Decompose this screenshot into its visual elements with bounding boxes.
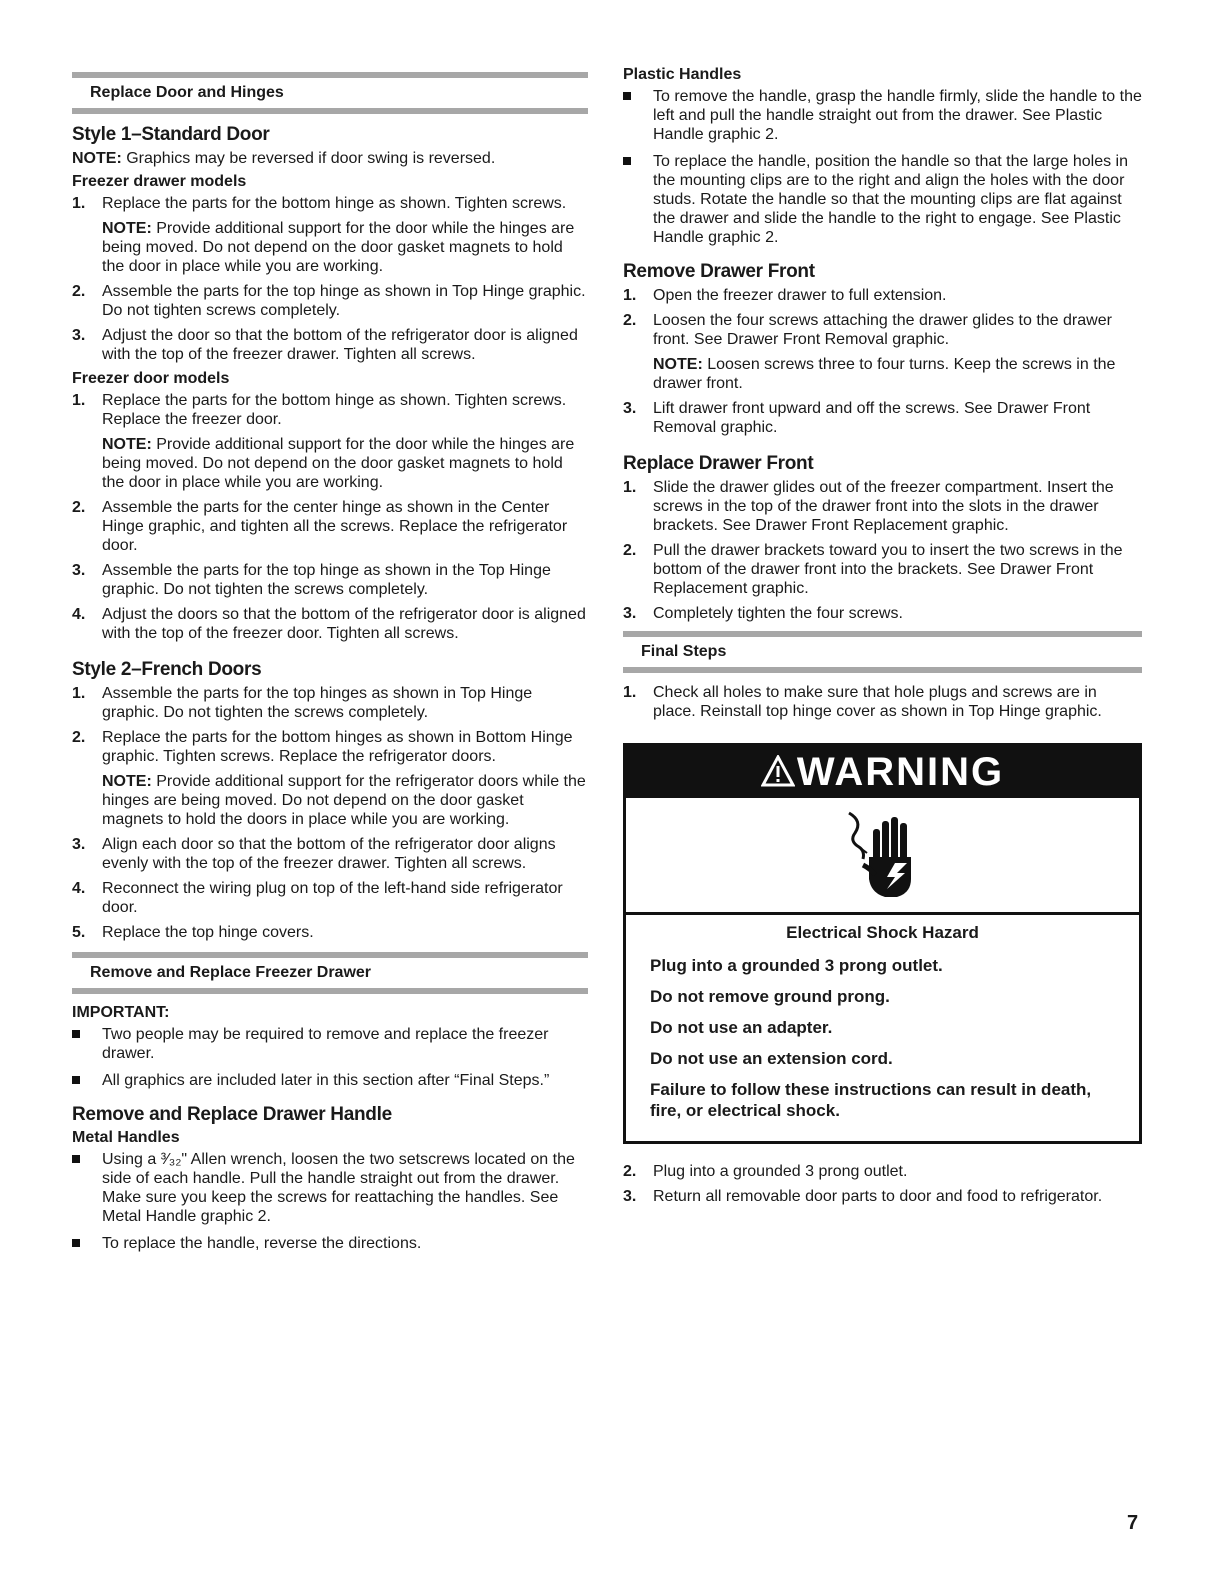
bullet-text: All graphics are included later in this section after “Final Steps.” [102, 1072, 550, 1089]
bullet-text: To replace the handle, position the handle so that the large holes in the mounting clips are to the right and align the holes with the door studs. Rotate the handle so that the mounting clips are flat against the drawer and slide the handle to the right to engage. See Plastic Handle graphic 2. [653, 153, 1128, 246]
warning-line: Do not remove ground prong. [650, 987, 890, 1006]
steps-door-models [72, 391, 588, 643]
warning-icon-area [626, 798, 1139, 915]
step-text: Replace the parts for the bottom hinge as shown. Tighten screws. [102, 195, 567, 212]
page-number: 7 [1127, 1512, 1139, 1534]
step-text: Assemble the parts for the top hinge as shown in the Top Hinge graphic. Do not tighten the screws completely. [102, 562, 551, 598]
steps-after-warning [623, 1162, 1142, 1206]
section-band-final-steps [623, 631, 1142, 673]
note-text: Provide additional support for the refrigerator doors while the hinges are being moved. Do not depend on the door gasket magnets to hold the doors in place while you are working. [102, 773, 586, 828]
step-number: 1. [72, 685, 86, 702]
bullet-square-icon [72, 1239, 80, 1247]
bullet-text: Two people may be required to remove and replace the freezer drawer. [102, 1026, 549, 1062]
step-number: 1. [623, 287, 637, 304]
step-note [102, 435, 588, 492]
note-label: NOTE: [102, 773, 152, 790]
heading-plastic-handles: Plastic Handles [623, 66, 742, 83]
step-text: Return all removable door parts to door and food to refrigerator. [653, 1188, 1103, 1205]
section-band-replace-door [72, 72, 588, 114]
warning-header [626, 746, 1139, 798]
list-item [623, 478, 1142, 535]
list-item [72, 1071, 588, 1090]
steps-drawer-models [72, 194, 588, 364]
list-item [623, 286, 1142, 305]
step-text: Loosen the four screws attaching the drawer glides to the drawer front. See Drawer Front Removal graphic. [653, 312, 1112, 348]
step-number: 4. [72, 606, 86, 623]
step-number: 3. [623, 605, 637, 622]
list-item [623, 152, 1142, 247]
warning-title: WARNING [796, 750, 1005, 794]
warning-line: Failure to follow these instructions can result in death, fire, or electrical shock. [650, 1080, 1092, 1120]
steps-replace-front [623, 478, 1142, 623]
list-item [623, 604, 1142, 623]
list-item [623, 1162, 1142, 1181]
warning-triangle-icon [761, 755, 795, 787]
bullet-text: To replace the handle, reverse the directions. [102, 1235, 422, 1252]
bullet-square-icon [623, 157, 631, 165]
step-number: 2. [623, 1163, 637, 1180]
list-item [72, 1025, 588, 1063]
list-item [72, 282, 588, 320]
heading-metal-handles: Metal Handles [72, 1129, 180, 1146]
list-item [72, 879, 588, 917]
step-number: 1. [623, 479, 637, 496]
list-item [623, 1187, 1142, 1206]
section-title: Final Steps [641, 643, 727, 660]
step-text: Reconnect the wiring plug on top of the left-hand side refrigerator door. [102, 880, 563, 916]
heading-style-1: Style 1–Standard Door [72, 124, 270, 145]
step-text: Align each door so that the bottom of the refrigerator door aligns evenly with the top of the freezer drawer. Tighten all screws. [102, 836, 556, 872]
heading-style-2: Style 2–French Doors [72, 659, 262, 680]
list-item [72, 923, 588, 942]
step-number: 2. [72, 499, 86, 516]
list-item [72, 326, 588, 364]
step-number: 3. [72, 327, 86, 344]
dotted-rule [72, 988, 588, 994]
step-number: 3. [623, 1188, 637, 1205]
bullet-square-icon [72, 1076, 80, 1084]
step-number: 2. [72, 729, 86, 746]
note-paragraph [72, 149, 588, 168]
step-number: 3. [623, 400, 637, 417]
note-text: Graphics may be reversed if door swing is reversed. [121, 150, 496, 167]
heading-drawer-handle: Remove and Replace Drawer Handle [72, 1104, 392, 1125]
note-text: Provide additional support for the door while the hinges are being moved. Do not depend on the door gasket magnets to hold the door in place while you are working. [102, 220, 575, 275]
step-number: 5. [72, 924, 86, 941]
dotted-rule [623, 667, 1142, 673]
bullet-square-icon [72, 1030, 80, 1038]
list-item [72, 194, 588, 276]
step-number: 3. [72, 562, 86, 579]
step-text: Replace the parts for the bottom hinge as shown. Tighten screws. Replace the freezer door. [102, 392, 567, 428]
note-label: NOTE: [653, 356, 703, 373]
list-item [72, 684, 588, 722]
warning-line: Do not use an extension cord. [650, 1049, 893, 1068]
heading-remove-drawer-front: Remove Drawer Front [623, 261, 815, 282]
list-item [623, 541, 1142, 598]
list-item [72, 1234, 588, 1253]
steps-remove-front [623, 286, 1142, 437]
list-item [623, 87, 1142, 144]
step-number: 3. [72, 836, 86, 853]
heading-important: IMPORTANT: [72, 1004, 170, 1021]
important-list [72, 1025, 588, 1090]
list-item [72, 498, 588, 555]
list-item [623, 311, 1142, 393]
step-number: 1. [72, 195, 86, 212]
dotted-rule [72, 108, 588, 114]
step-note [102, 219, 588, 276]
step-text: Replace the parts for the bottom hinges as shown in Bottom Hinge graphic. Tighten screws. Replace the refrigerator doors. [102, 729, 573, 765]
step-note [102, 772, 588, 829]
right-column [623, 64, 1142, 1212]
steps-style-2 [72, 684, 588, 942]
heading-freezer-drawer-models: Freezer drawer models [72, 173, 247, 190]
step-text: Assemble the parts for the top hinge as shown in Top Hinge graphic. Do not tighten screws completely. [102, 283, 586, 319]
metal-handles-list [72, 1150, 588, 1253]
list-item [623, 683, 1142, 721]
note-label: NOTE: [72, 150, 122, 167]
step-text: Plug into a grounded 3 prong outlet. [653, 1163, 908, 1180]
note-text: Provide additional support for the door while the hinges are being moved. Do not depend on the door gasket magnets to hold the door in place while you are working. [102, 436, 575, 491]
warning-line: Do not use an adapter. [650, 1018, 833, 1037]
list-item [623, 399, 1142, 437]
bullet-text: To remove the handle, grasp the handle firmly, slide the handle to the left and pull the handle straight out from the drawer. See Plastic Handle graphic 2. [653, 88, 1142, 143]
step-text: Completely tighten the four screws. [653, 605, 903, 622]
list-item [72, 391, 588, 492]
section-title: Replace Door and Hinges [90, 84, 284, 101]
step-text: Pull the drawer brackets toward you to insert the two screws in the bottom of the drawer front into the brackets. See Drawer Front Replacement graphic. [653, 542, 1123, 597]
bullet-square-icon [623, 92, 631, 100]
note-text: Loosen screws three to four turns. Keep the screws in the drawer front. [653, 356, 1116, 392]
step-number: 2. [623, 312, 637, 329]
plastic-handles-list [623, 87, 1142, 247]
left-column [72, 64, 588, 1261]
warning-box [623, 743, 1142, 1144]
note-label: NOTE: [102, 436, 152, 453]
heading-freezer-door-models: Freezer door models [72, 370, 230, 387]
list-item [72, 561, 588, 599]
list-item [72, 1150, 588, 1226]
bullet-text: Using a ³⁄₃₂" Allen wrench, loosen the two setscrews located on the side of each handle. Pull the handle straight out from the drawer. Make sure you keep the screws for reattaching the handles. See Metal Handle graphic 2. [102, 1151, 575, 1225]
heading-replace-drawer-front: Replace Drawer Front [623, 453, 814, 474]
step-number: 2. [72, 283, 86, 300]
step-text: Check all holes to make sure that hole plugs and screws are in place. Reinstall top hinge cover as shown in Top Hinge graphic. [653, 684, 1102, 720]
list-item [72, 728, 588, 829]
step-number: 4. [72, 880, 86, 897]
list-item [72, 605, 588, 643]
steps-final [623, 683, 1142, 721]
step-number: 1. [72, 392, 86, 409]
step-text: Adjust the doors so that the bottom of the refrigerator door is aligned with the top of the freezer door. Tighten all screws. [102, 606, 586, 642]
step-number: 2. [623, 542, 637, 559]
section-title: Remove and Replace Freezer Drawer [90, 964, 372, 981]
step-text: Adjust the door so that the bottom of the refrigerator door is aligned with the top of the freezer drawer. Tighten all screws. [102, 327, 578, 363]
section-band-freezer-drawer [72, 952, 588, 994]
step-text: Slide the drawer glides out of the freezer compartment. Insert the screws in the top of the drawer front into the slots in the drawer brackets. See Drawer Front Replacement graphic. [653, 479, 1114, 534]
bullet-square-icon [72, 1155, 80, 1163]
step-text: Assemble the parts for the center hinge as shown in the Center Hinge graphic, and tighten all the screws. Replace the refrigerator door. [102, 499, 568, 554]
warning-body [626, 915, 1139, 1141]
step-text: Open the freezer drawer to full extension. [653, 287, 947, 304]
warning-line: Plug into a grounded 3 prong outlet. [650, 956, 943, 975]
step-text: Replace the top hinge covers. [102, 924, 314, 941]
step-note [653, 355, 1142, 393]
step-text: Lift drawer front upward and off the screws. See Drawer Front Removal graphic. [653, 400, 1091, 436]
step-text: Assemble the parts for the top hinges as shown in Top Hinge graphic. Do not tighten the screws completely. [102, 685, 533, 721]
step-number: 1. [623, 684, 637, 701]
hazard-title: Electrical Shock Hazard [786, 923, 979, 942]
electrical-shock-hand-icon [841, 807, 925, 903]
note-label: NOTE: [102, 220, 152, 237]
list-item [72, 835, 588, 873]
